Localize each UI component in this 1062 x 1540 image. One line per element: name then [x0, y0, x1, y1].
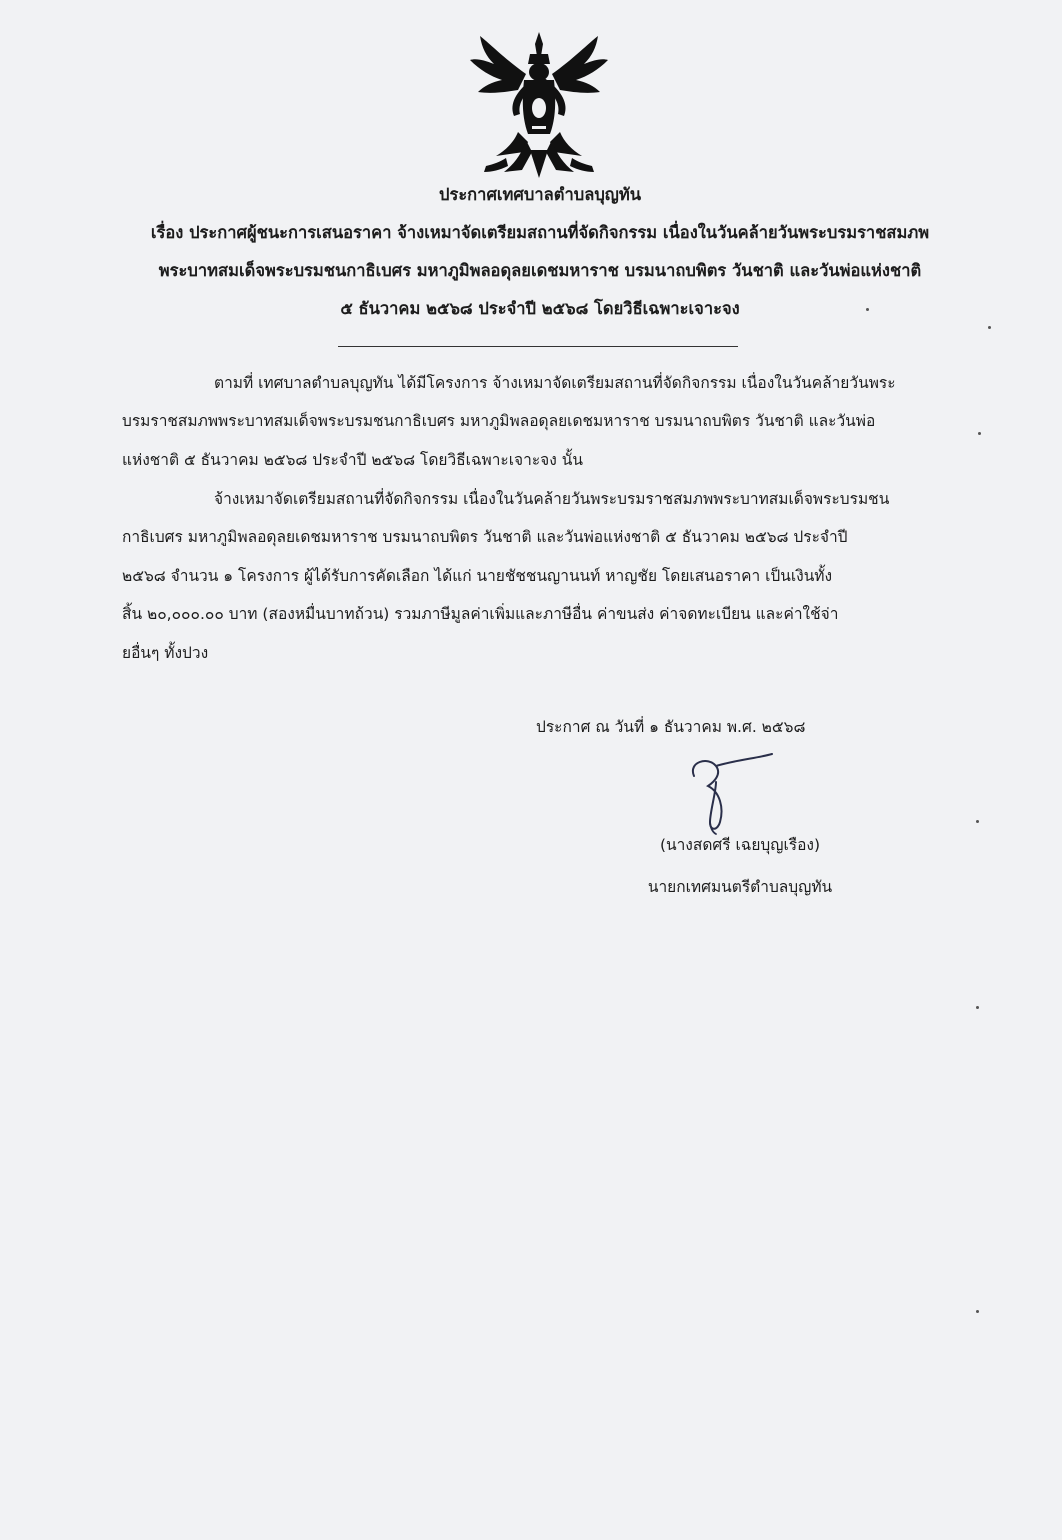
divider	[338, 346, 738, 347]
paragraph-line: จ้างเหมาจัดเตรียมสถานที่จัดกิจกรรม เนื่องในวันคล้ายวันพระบรมราชสมภพพระบาทสมเด็จพระบรมชน	[214, 490, 890, 508]
paper-speck	[866, 308, 869, 311]
subject-line: พระบาทสมเด็จพระบรมชนกาธิเบศร มหาภูมิพลอดุลยเดชมหาราช บรมนาถบพิตร วันชาติ และวันพ่อแห่งชาติ	[158, 261, 922, 280]
body-paragraph-1	[122, 364, 962, 479]
announcement-date: ประกาศ ณ วันที่ ๑ ธันวาคม พ.ศ. ๒๕๖๘	[536, 718, 806, 736]
paragraph-line: บรมราชสมภพพระบาทสมเด็จพระบรมชนกาธิเบศร มหาภูมิพลอดุลยเดชมหาราช บรมนาถบพิตร วันชาติ และวันพ่อ	[122, 412, 876, 431]
paragraph-line: สิ้น ๒๐,๐๐๐.๐๐ บาท (สองหมื่นบาทถ้วน) รวมภาษีมูลค่าเพิ่มและภาษีอื่น ค่าขนส่ง ค่าจดทะเบียน และค่าใช้จ่า	[122, 605, 839, 624]
paragraph-line: ๒๕๖๘ จำนวน ๑ โครงการ ผู้ได้รับการคัดเลือก ได้แก่ นายชัชชนญานนท์ หาญชัย โดยเสนอราคา เป็นเงินทั้ง	[122, 566, 833, 585]
garuda-emblem-icon	[466, 30, 612, 180]
body-paragraph-2	[122, 480, 962, 672]
paper-speck	[976, 1006, 979, 1009]
announcement-subject	[90, 214, 990, 328]
paper-speck	[988, 326, 991, 329]
subject-line: ๕ ธันวาคม ๒๕๖๘ ประจำปี ๒๕๖๘ โดยวิธีเฉพาะเจาะจง	[340, 299, 740, 318]
paragraph-line: แห่งชาติ ๕ ธันวาคม ๒๕๖๘ ประจำปี ๒๕๖๘ โดยวิธีเฉพาะเจาะจง นั้น	[122, 450, 583, 469]
signer-position: นายกเทศมนตรีตำบลบุญทัน	[647, 878, 833, 896]
announcement-title: ประกาศเทศบาลตำบลบุญทัน	[438, 185, 642, 204]
signer-name: (นางสดศรี เฉยบุญเรือง)	[659, 836, 821, 854]
subject-line: เรื่อง ประกาศผู้ชนะการเสนอราคา จ้างเหมาจัดเตรียมสถานที่จัดกิจกรรม เนื่องในวันคล้ายวันพระบรมราชสมภพ	[150, 223, 930, 242]
paper-speck	[978, 432, 981, 435]
paragraph-line: ยอื่นๆ ทั้งปวง	[122, 643, 209, 662]
paper-speck	[976, 1310, 979, 1313]
paragraph-line: กาธิเบศร มหาภูมิพลอดุลยเดชมหาราช บรมนาถบพิตร วันชาติ และวันพ่อแห่งชาติ ๕ ธันวาคม ๒๕๖๘ ประจำปี	[122, 528, 848, 547]
paper-speck	[976, 820, 979, 823]
paragraph-line: ตามที่ เทศบาลตำบลบุญทัน ได้มีโครงการ จ้างเหมาจัดเตรียมสถานที่จัดกิจกรรม เนื่องในวันคล้ายวันพระ	[214, 374, 896, 392]
